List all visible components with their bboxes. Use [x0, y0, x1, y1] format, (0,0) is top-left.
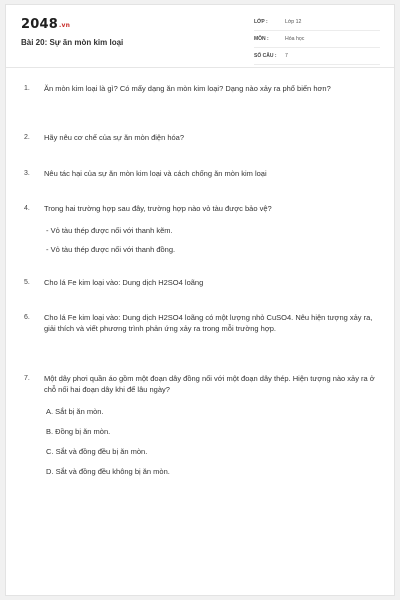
- logo-suffix: .vn: [58, 22, 71, 29]
- question-text: Cho lá Fe kim loại vào: Dung dịch H2SO4 loãng có một lượng nhỏ CuSO4. Nêu hiện tượng xảy ra, giải thích và viết phương trình phản ứng xảy ra trong mỗi trường hợp.: [44, 313, 373, 334]
- question-number: 6.: [24, 314, 30, 321]
- question-number: 2.: [24, 134, 30, 141]
- worksheet-page: [5, 4, 395, 596]
- question-number: 4.: [24, 205, 30, 212]
- site-logo[interactable]: [21, 17, 70, 32]
- answer-option: D. Sắt và đồng đều không bị ăn mòn.: [46, 467, 170, 476]
- question-text: Hãy nêu cơ chế của sự ăn mòn điện hóa?: [44, 133, 185, 142]
- answer-option: A. Sắt bị ăn mòn.: [46, 407, 104, 416]
- meta-value: Hóa học: [285, 36, 305, 42]
- meta-label: SỐ CÂU :: [254, 53, 277, 59]
- question-text: Trong hai trường hợp sau đây, trường hợp nào vỏ tàu được bảo vệ?: [44, 204, 272, 213]
- worksheet-header: [6, 5, 394, 68]
- question-number: 1.: [24, 85, 30, 92]
- meta-row-question-count: [254, 51, 380, 65]
- question-text: Ăn mòn kim loại là gì? Có mấy dạng ăn mòn kim loại? Dạng nào xảy ra phổ biến hơn?: [44, 84, 331, 93]
- question-number: 5.: [24, 279, 30, 286]
- question-text: Một dây phơi quần áo gồm một đoạn dây đồng nối với một đoạn dây thép. Hiện tượng nào xảy ra ở chỗ nối hai đoạn dây khi để lâu ngày?: [44, 374, 375, 395]
- meta-row-class: [254, 17, 380, 31]
- worksheet-meta: [254, 17, 380, 68]
- logo-text: 2048: [21, 17, 58, 32]
- answer-option: - Vỏ tàu thép được nối với thanh đồng.: [46, 245, 176, 254]
- answer-option: - Vỏ tàu thép được nối với thanh kẽm.: [46, 226, 173, 235]
- question-text: Nêu tác hại của sự ăn mòn kim loại và cách chống ăn mòn kim loại: [44, 169, 267, 178]
- meta-value: Lớp 12: [285, 19, 302, 25]
- lesson-title: Bài 20: Sự ăn mòn kim loại: [21, 38, 124, 47]
- answer-option: C. Sắt và đồng đều bị ăn mòn.: [46, 447, 148, 456]
- meta-label: LỚP :: [254, 19, 268, 25]
- meta-label: MÔN :: [254, 36, 269, 42]
- question-text: Cho lá Fe kim loại vào: Dung dịch H2SO4 loãng: [44, 278, 204, 287]
- meta-row-subject: [254, 34, 380, 48]
- answer-option: B. Đồng bị ăn mòn.: [46, 427, 111, 436]
- question-number: 7.: [24, 375, 30, 382]
- question-number: 3.: [24, 170, 30, 177]
- meta-value: 7: [285, 53, 288, 59]
